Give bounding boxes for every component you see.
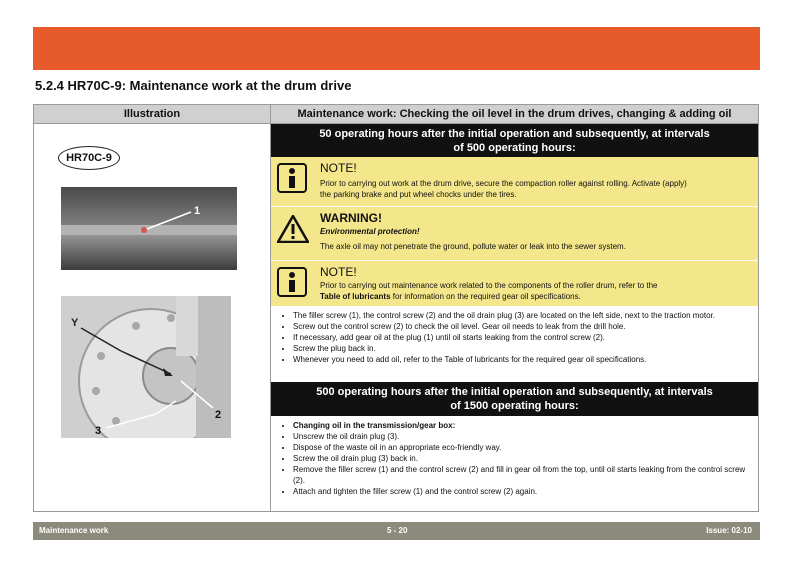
interval1-line1: 50 operating hours after the initial operation and subsequently, at intervals (319, 128, 710, 140)
list-item: • Whenever you need to add oil, refer to the Table of lubricants for the required gear oil specifications. (293, 354, 758, 365)
note2-text-line2-rest: for information on the required gear oil specifications. (390, 292, 581, 301)
note2-text-line2 (320, 291, 745, 302)
list-item: • The filler screw (1), the control screw (2) and the oil drain plug (3) are located on the left side, next to the traction motor. (293, 310, 758, 321)
illustration-column (34, 124, 271, 511)
photo2-callout-2: 2 (215, 409, 222, 421)
interval2-line2: of 1500 operating hours: (450, 400, 579, 412)
list-item: • If necessary, add gear oil at the plug (1) until oil starts leaking from the control screw (2). (293, 332, 758, 343)
note1-text-line1: Prior to carrying out work at the drum drive, secure the compaction roller against rolling. Activate (apply) (320, 179, 687, 188)
warning-box (271, 207, 758, 261)
maintenance-table (33, 104, 759, 512)
footer-page-number: 5 - 20 (387, 526, 408, 535)
note1-title: NOTE! (320, 161, 357, 175)
drum-drive-photo-side (61, 296, 231, 438)
interval-band-1500 (271, 382, 758, 416)
note2-text-line1: Prior to carrying out maintenance work related to the components of the roller drum, refer to the (320, 281, 658, 290)
footer-section: Maintenance work (39, 526, 109, 535)
list-item: • Unscrew the oil drain plug (3). (293, 431, 758, 442)
interval-band-500 (271, 124, 758, 157)
list-item: • Screw the oil drain plug (3) back in. (293, 453, 758, 464)
note2-title: NOTE! (320, 265, 357, 279)
interval2-line1: 500 operating hours after the initial operation and subsequently, at intervals (316, 386, 713, 398)
list-item: • Screw the plug back in. (293, 343, 758, 354)
header-illustration: Illustration (34, 105, 271, 124)
page-footer (33, 522, 760, 540)
warning-icon (277, 215, 309, 243)
photo1-callout-1: 1 (194, 205, 201, 217)
photo2-callout-y: Y (71, 317, 79, 329)
list-item: • Dispose of the waste oil in an appropriate eco-friendly way. (293, 442, 758, 453)
table-of-lubricants-ref: Table of lubricants (320, 292, 391, 301)
steps-list-2 (271, 420, 758, 497)
info-icon (277, 163, 307, 193)
note1-text-line2: the parking brake and put wheel chocks under the tires. (320, 190, 517, 199)
drum-drive-photo-top (61, 187, 237, 270)
section-title: 5.2.4 HR70C-9: Maintenance work at the drum drive (35, 78, 352, 93)
list-item: • Attach and tighten the filler screw (1) and the control screw (2) again. (293, 486, 758, 497)
warning-subtitle: Environmental protection! (320, 227, 420, 236)
footer-issue: Issue: 02-10 (706, 526, 752, 535)
note-box-2 (271, 261, 758, 307)
list-item: • Screw out the control screw (2) to check the oil level. Gear oil needs to leak from the drill hole. (293, 321, 758, 332)
info-icon (277, 267, 307, 297)
model-badge: HR70C-9 (58, 146, 120, 170)
top-color-band (33, 27, 760, 70)
photo2-callout-3: 3 (95, 425, 102, 437)
steps2-title: • Changing oil in the transmission/gear box: (293, 420, 758, 431)
warning-title: WARNING! (320, 211, 382, 225)
list-item: • Remove the filler screw (1) and the control screw (2) and fill in gear oil from the top, until oil starts leaking from the control screw (2). (293, 464, 758, 486)
interval1-line2: of 500 operating hours: (453, 142, 576, 154)
header-maintenance-work: Maintenance work: Checking the oil level in the drum drives, changing & adding oil (271, 105, 758, 124)
steps-list-1 (271, 310, 758, 365)
warning-text: The axle oil may not penetrate the ground, pollute water or leak into the sewer system. (320, 242, 626, 251)
maintenance-column (271, 124, 758, 511)
note-box-1 (271, 157, 758, 207)
